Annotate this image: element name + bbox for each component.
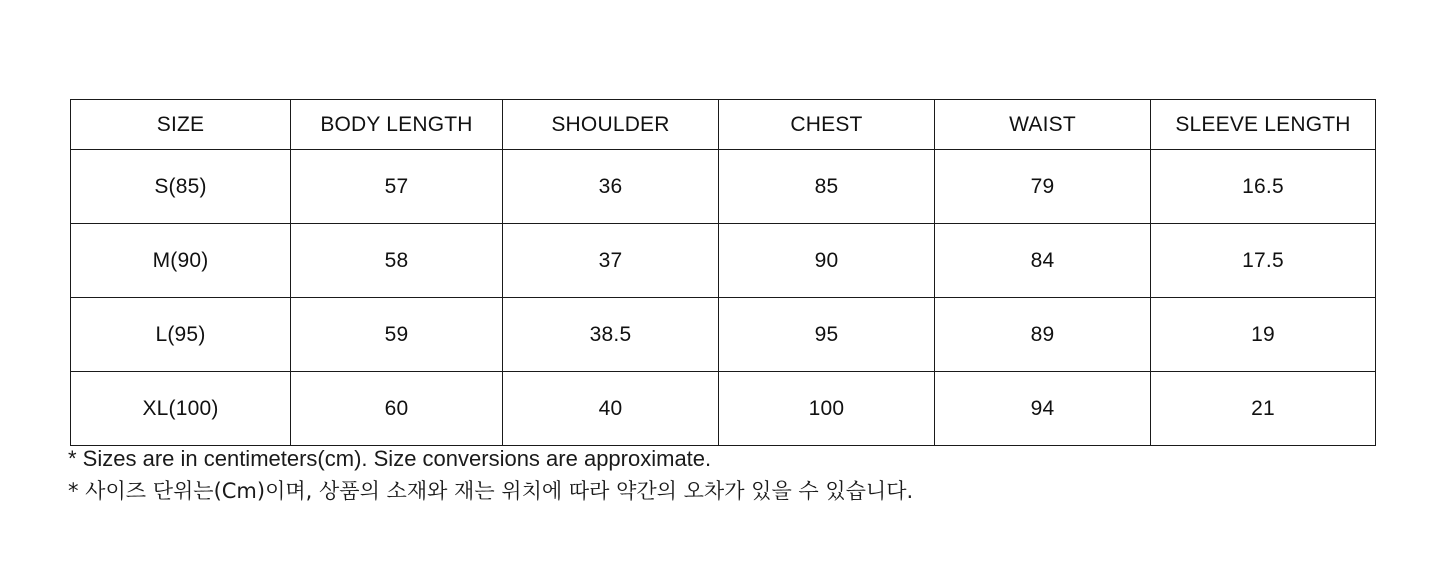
note-korean: * 사이즈 단위는(Cm)이며, 상품의 소재와 재는 위치에 따라 약간의 오차가 있을 수 있습니다. [68,479,914,503]
column-header-waist: WAIST [935,100,1151,150]
cell-chest: 85 [719,150,935,224]
cell-body-length: 59 [291,298,503,372]
cell-shoulder: 38.5 [503,298,719,372]
table-row [71,224,1376,298]
cell-sleeve-length: 17.5 [1151,224,1376,298]
size-chart-table [70,99,1376,446]
cell-chest: 95 [719,298,935,372]
column-header-body-length: BODY LENGTH [291,100,503,150]
table-row [71,372,1376,446]
cell-shoulder: 37 [503,224,719,298]
cell-waist: 94 [935,372,1151,446]
cell-chest: 100 [719,372,935,446]
cell-sleeve-length: 21 [1151,372,1376,446]
column-header-shoulder: SHOULDER [503,100,719,150]
cell-waist: 79 [935,150,1151,224]
cell-shoulder: 36 [503,150,719,224]
notes-section [68,443,1388,507]
cell-body-length: 60 [291,372,503,446]
cell-sleeve-length: 16.5 [1151,150,1376,224]
table-row [71,150,1376,224]
cell-waist: 89 [935,298,1151,372]
cell-size: M(90) [71,224,291,298]
cell-sleeve-length: 19 [1151,298,1376,372]
column-header-chest: CHEST [719,100,935,150]
column-header-sleeve-length: SLEEVE LENGTH [1151,100,1376,150]
cell-size: XL(100) [71,372,291,446]
note-english: * Sizes are in centimeters(cm). Size conversions are approximate. [68,446,712,471]
table-header-row [71,100,1376,150]
cell-size: S(85) [71,150,291,224]
cell-waist: 84 [935,224,1151,298]
cell-size: L(95) [71,298,291,372]
column-header-size: SIZE [71,100,291,150]
cell-chest: 90 [719,224,935,298]
cell-shoulder: 40 [503,372,719,446]
cell-body-length: 57 [291,150,503,224]
table-row [71,298,1376,372]
cell-body-length: 58 [291,224,503,298]
